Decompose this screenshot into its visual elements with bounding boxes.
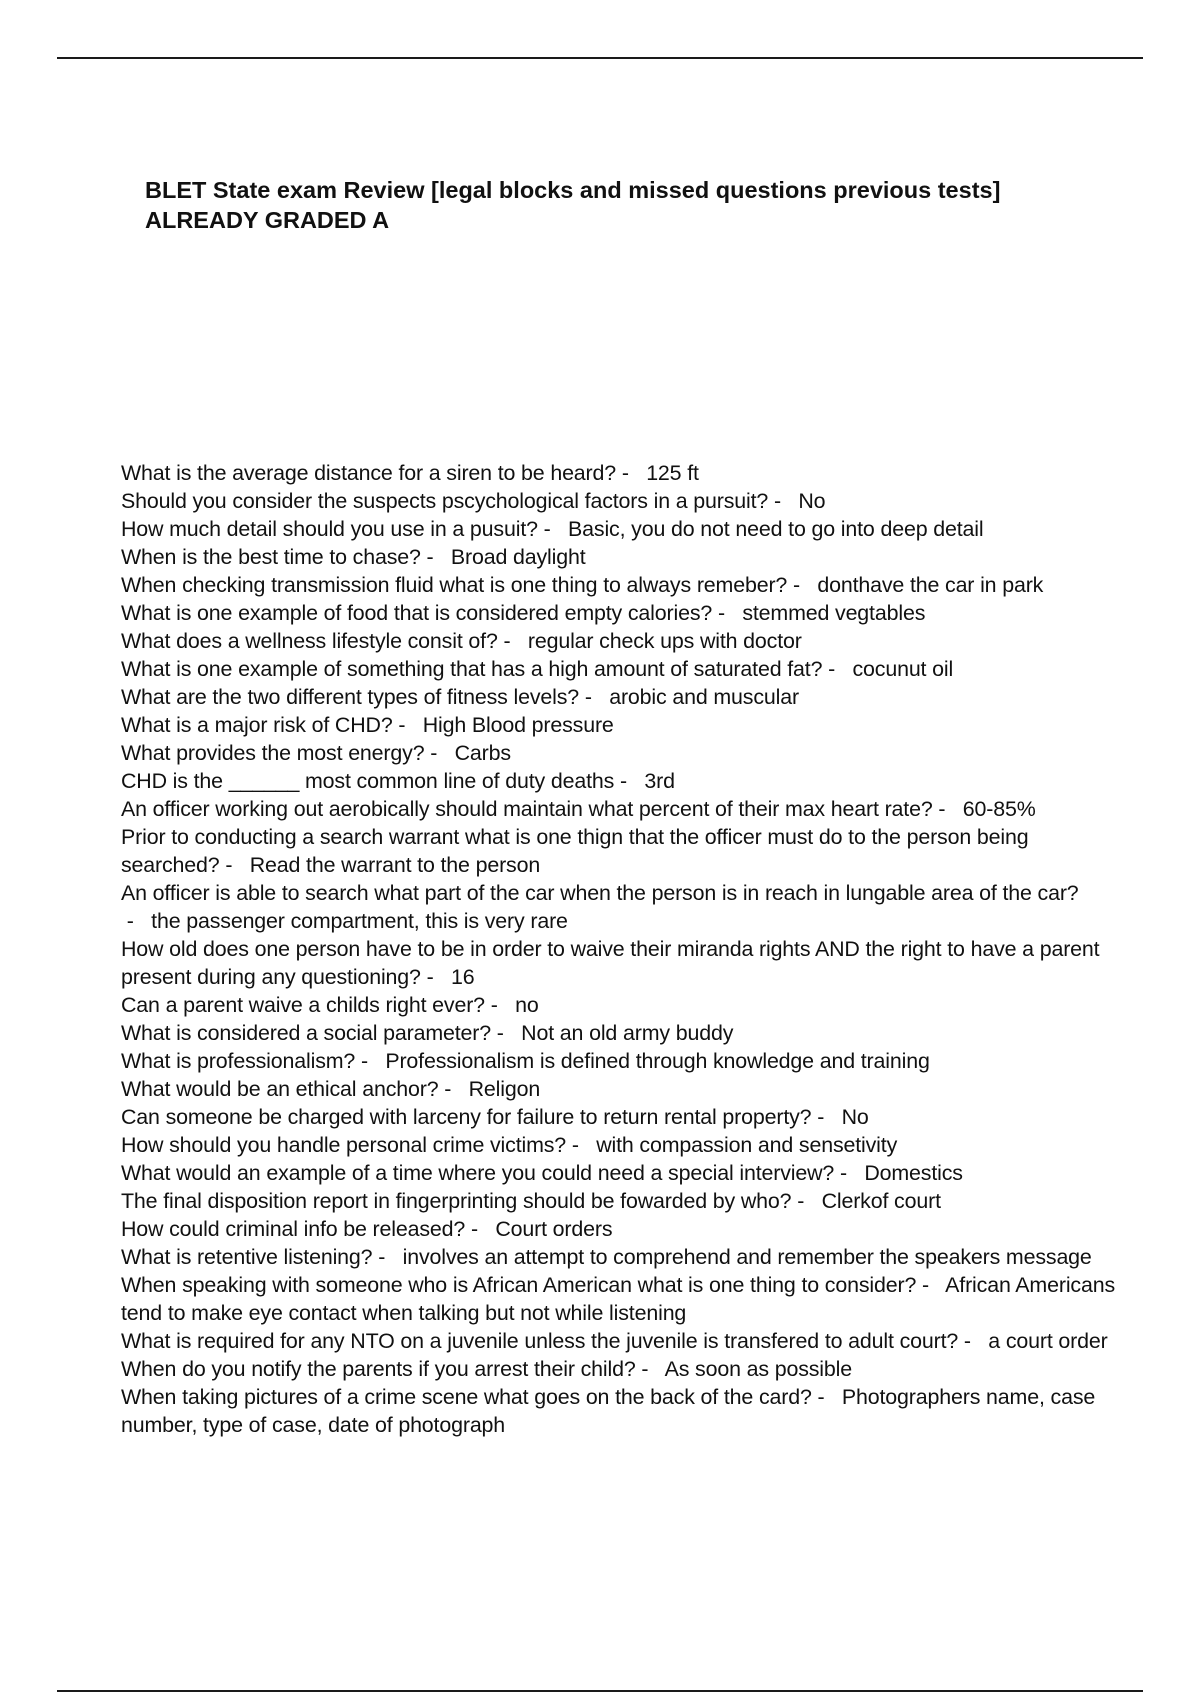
qa-item xyxy=(121,655,1131,683)
qa-item xyxy=(121,487,1131,515)
qa-item xyxy=(121,571,1131,599)
qa-item xyxy=(121,1075,1131,1103)
answer-text: 125 ft xyxy=(646,461,699,485)
question-text: What is one example of something that has a high amount of saturated fat? xyxy=(121,657,823,681)
question-answer-separator: - xyxy=(465,1217,496,1241)
qa-item xyxy=(121,1103,1131,1131)
answer-text: Domestics xyxy=(864,1161,963,1185)
answer-text: arobic and muscular xyxy=(609,685,799,709)
question-text: How much detail should you use in a pusuit? xyxy=(121,517,538,541)
answer-text: donthave the car in park xyxy=(817,573,1044,597)
question-answer-separator: - xyxy=(579,685,610,709)
qa-item xyxy=(121,1215,1131,1243)
qa-item xyxy=(121,459,1131,487)
question-answer-separator: - xyxy=(537,517,569,541)
answer-text: 60-85% xyxy=(962,797,1036,821)
answer-text: As soon as possible xyxy=(664,1357,852,1381)
title-line-2: ALREADY GRADED A xyxy=(145,207,390,233)
answer-text: involves an attempt to comprehend and remember the speakers message xyxy=(402,1245,1092,1269)
question-answer-separator: - xyxy=(392,713,423,737)
answer-text: Basic, you do not need to go into deep detail xyxy=(568,517,984,541)
question-text: What is one example of food that is considered empty calories? xyxy=(121,601,713,625)
bottom-rule xyxy=(57,1690,1143,1692)
answer-text: Photographers name, case number, type of case, date of photograph xyxy=(121,1385,1096,1437)
question-text: What is professionalism? xyxy=(121,1049,356,1073)
question-answer-separator: - xyxy=(121,909,152,933)
document-title xyxy=(145,175,1125,235)
answer-text: the passenger compartment, this is very rare xyxy=(151,909,568,933)
question-text: When checking transmission fluid what is one thing to always remeber? xyxy=(121,573,788,597)
question-answer-separator: - xyxy=(438,1077,469,1101)
answer-text: High Blood pressure xyxy=(422,713,614,737)
question-text: How could criminal info be released? xyxy=(121,1217,466,1241)
question-answer-separator: - xyxy=(614,769,645,793)
qa-item xyxy=(121,1383,1131,1439)
question-text: What would be an ethical anchor? xyxy=(121,1077,439,1101)
answer-text: Broad daylight xyxy=(450,545,586,569)
answer-text: Read the warrant to the person xyxy=(249,853,541,877)
question-answer-separator: - xyxy=(497,629,528,653)
qa-item xyxy=(121,1327,1131,1355)
question-answer-separator: - xyxy=(712,601,743,625)
question-answer-separator: - xyxy=(791,1189,822,1213)
question-text: When speaking with someone who is African American what is one thing to consider? xyxy=(121,1273,917,1297)
qa-list xyxy=(121,459,1131,1439)
question-text: An officer is able to search what part of the car when the person is in reach in lungable area of the car? xyxy=(121,881,1079,905)
question-text: Should you consider the suspects pscychological factors in a pursuit? xyxy=(121,489,769,513)
question-text: The final disposition report in fingerprinting should be fowarded by who? xyxy=(121,1189,792,1213)
qa-item xyxy=(121,879,1131,935)
answer-text: Professionalism is defined through knowledge and training xyxy=(385,1049,930,1073)
question-answer-separator: - xyxy=(958,1329,989,1353)
title-line-1: BLET State exam Review [legal blocks and missed questions previous tests] xyxy=(145,177,1001,203)
question-answer-separator: - xyxy=(635,1357,665,1381)
question-text: When is the best time to chase? xyxy=(121,545,421,569)
qa-item xyxy=(121,1243,1131,1271)
question-text: What would an example of a time where you could need a special interview? xyxy=(121,1161,835,1185)
question-text: What is the average distance for a siren to be heard? xyxy=(121,461,617,485)
answer-text: 3rd xyxy=(644,769,675,793)
answer-text: stemmed vegtables xyxy=(742,601,926,625)
question-answer-separator: - xyxy=(566,1133,597,1157)
answer-text: a court order xyxy=(988,1329,1108,1353)
qa-item xyxy=(121,935,1131,991)
question-text: Can a parent waive a childs right ever? xyxy=(121,993,485,1017)
question-text: Can someone be charged with larceny for failure to return rental property? xyxy=(121,1105,812,1129)
top-rule xyxy=(57,57,1143,59)
answer-text: with compassion and sensetivity xyxy=(596,1133,898,1157)
question-text: What are the two different types of fitness levels? xyxy=(121,685,580,709)
question-text: An officer working out aerobically should maintain what percent of their max heart rate? xyxy=(121,797,933,821)
qa-item xyxy=(121,1159,1131,1187)
question-text: How old does one person have to be in order to waive their miranda rights AND the right to have a parent present during any questioning? xyxy=(121,937,1100,989)
question-answer-separator: - xyxy=(834,1161,865,1185)
question-text: CHD is the ______ most common line of duty deaths xyxy=(121,769,615,793)
question-answer-separator: - xyxy=(768,489,799,513)
question-answer-separator: - xyxy=(787,573,818,597)
question-answer-separator: - xyxy=(484,993,516,1017)
qa-item xyxy=(121,515,1131,543)
question-text: Prior to conducting a search warrant what is one thign that the officer must do to the person being searched? xyxy=(121,825,1029,877)
question-answer-separator: - xyxy=(219,853,250,877)
question-answer-separator: - xyxy=(822,657,853,681)
question-answer-separator: - xyxy=(932,797,963,821)
answer-text: regular check ups with doctor xyxy=(527,629,802,653)
question-text: What is retentive listening? xyxy=(121,1245,373,1269)
qa-item xyxy=(121,795,1131,823)
answer-text: no xyxy=(515,993,539,1017)
question-text: What provides the most energy? xyxy=(121,741,425,765)
question-answer-separator: - xyxy=(811,1385,842,1409)
question-text: What does a wellness lifestyle consit of? xyxy=(121,629,498,653)
question-text: When taking pictures of a crime scene what goes on the back of the card? xyxy=(121,1385,812,1409)
question-answer-separator: - xyxy=(420,545,451,569)
qa-item xyxy=(121,1187,1131,1215)
question-answer-separator: - xyxy=(916,1273,946,1297)
qa-item xyxy=(121,683,1131,711)
question-answer-separator: - xyxy=(811,1105,842,1129)
question-answer-separator: - xyxy=(424,741,455,765)
question-text: How should you handle personal crime victims? xyxy=(121,1133,567,1157)
qa-item xyxy=(121,1047,1131,1075)
question-answer-separator: - xyxy=(420,965,451,989)
question-answer-separator: - xyxy=(616,461,647,485)
qa-item xyxy=(121,823,1131,879)
answer-text: cocunut oil xyxy=(852,657,954,681)
qa-item xyxy=(121,543,1131,571)
answer-text: No xyxy=(841,1105,869,1129)
qa-item xyxy=(121,1355,1131,1383)
qa-item xyxy=(121,739,1131,767)
qa-item xyxy=(121,1131,1131,1159)
question-answer-separator: - xyxy=(372,1245,403,1269)
answer-text: Court orders xyxy=(495,1217,613,1241)
qa-item xyxy=(121,1271,1131,1327)
answer-text: 16 xyxy=(450,965,475,989)
qa-item xyxy=(121,711,1131,739)
question-text: What is required for any NTO on a juvenile unless the juvenile is transfered to adult court? xyxy=(121,1329,959,1353)
qa-item xyxy=(121,599,1131,627)
question-text: When do you notify the parents if you arrest their child? xyxy=(121,1357,636,1381)
answer-text: Not an old army buddy xyxy=(521,1021,734,1045)
question-text: What is considered a social parameter? xyxy=(121,1021,492,1045)
question-answer-separator: - xyxy=(491,1021,522,1045)
qa-item xyxy=(121,991,1131,1019)
answer-text: Religon xyxy=(468,1077,541,1101)
qa-item xyxy=(121,1019,1131,1047)
answer-text: Clerkof court xyxy=(821,1189,941,1213)
question-text: What is a major risk of CHD? xyxy=(121,713,393,737)
answer-text: Carbs xyxy=(454,741,511,765)
qa-item xyxy=(121,627,1131,655)
qa-item xyxy=(121,767,1131,795)
question-answer-separator: - xyxy=(355,1049,386,1073)
answer-text: No xyxy=(798,489,826,513)
answer-text: African Americans tend to make eye contact when talking but not while listening xyxy=(121,1273,1115,1325)
